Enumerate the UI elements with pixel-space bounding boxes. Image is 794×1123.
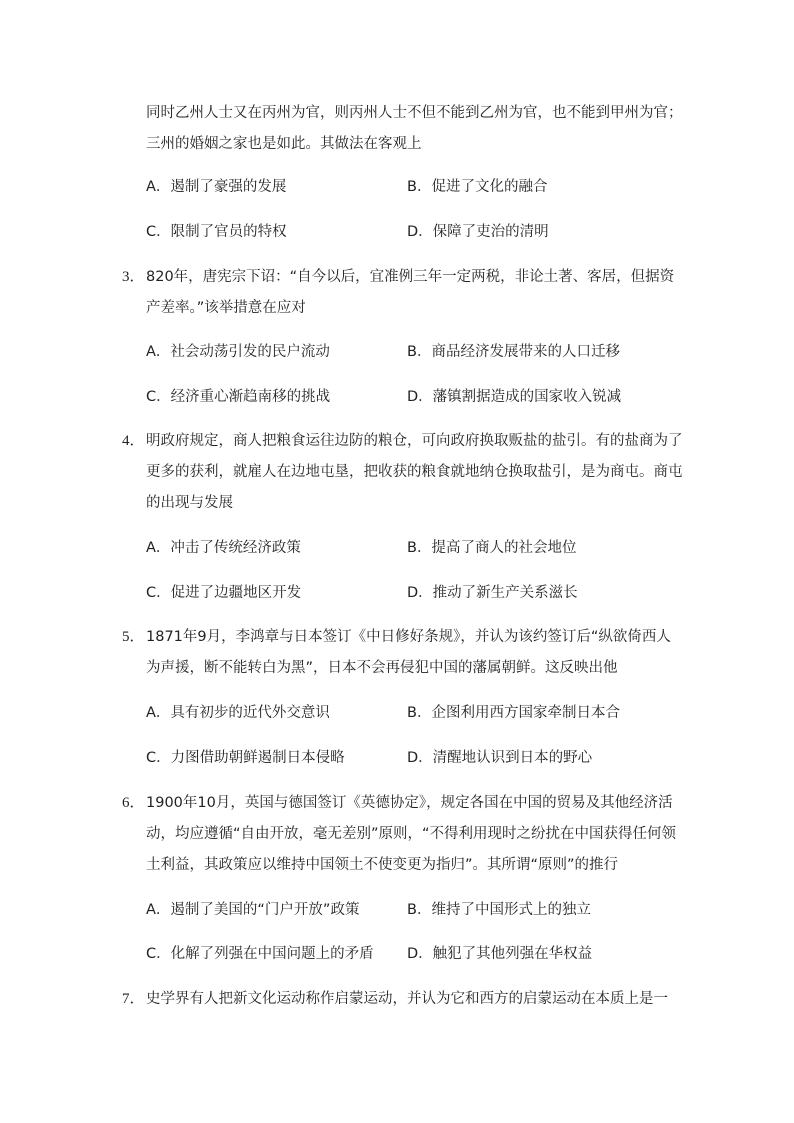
q3-option-a: A．社会动荡引发的民户流动 — [146, 344, 330, 360]
q6-option-a: A．遏制了美国的“门户开放”政策 — [146, 902, 360, 918]
q6-stem-line2: 动，均应遵循“自由开放，毫无差别”原则，“不得利用现时之纷扰在中国获得任何领 — [146, 826, 677, 842]
q2-option-d: D．保障了吏治的清明 — [407, 224, 549, 240]
q6-stem-line3: 土利益，其政策应以维持中国领土不使变更为指归”。其所谓“原则”的推行 — [146, 857, 619, 873]
q4-number: 4． — [122, 433, 145, 449]
q3-number: 3． — [122, 269, 145, 285]
q3-option-d: D．藩镇割据造成的国家收入锐减 — [407, 389, 622, 405]
q4-option-a: A．冲击了传统经济政策 — [146, 540, 301, 556]
q5-stem-line2: 为声援，断不能转白为黑”，日本不会再侵犯中国的藩属朝鲜。这反映出他 — [146, 660, 618, 676]
q4-stem-line2: 更多的获利，就雇人在边地屯垦，把收获的粮食就地纳仓换取盐引，是为商屯。商屯 — [146, 464, 683, 480]
q6-stem-line1: 1900年10月，英国与德国签订《英德协定》，规定各国在中国的贸易及其他经济活 — [146, 795, 673, 811]
q3-stem-line1: 820年，唐宪宗下诏：“自今以后，宜准例三年一定两税，非论土著、客居，但据资 — [146, 269, 675, 285]
q7-stem-line1: 史学界有人把新文化运动称作启蒙运动，并认为它和西方的启蒙运动在本质上是一 — [146, 991, 668, 1007]
q6-option-c: C．化解了列强在中国问题上的矛盾 — [146, 946, 374, 962]
q4-stem-line1: 明政府规定，商人把粮食运往边防的粮仓，可向政府换取贩盐的盐引。有的盐商为了 — [146, 433, 683, 449]
q3-option-c: C．经济重心渐趋南移的挑战 — [146, 389, 331, 405]
q2-stem-line2: 三州的婚姻之家也是如此。其做法在客观上 — [146, 136, 422, 152]
q6-number: 6． — [122, 795, 145, 811]
q7-number: 7． — [122, 991, 145, 1007]
q5-number: 5． — [122, 629, 145, 645]
q6-option-d: D．触犯了其他列强在华权益 — [407, 946, 593, 962]
q4-option-b: B．提高了商人的社会地位 — [407, 540, 577, 556]
q2-option-b: B．促进了文化的融合 — [407, 179, 548, 195]
q3-option-b: B．商品经济发展带来的人口迁移 — [407, 344, 620, 360]
q5-option-c: C．力图借助朝鲜遏制日本侵略 — [146, 750, 345, 766]
q5-stem-line1: 1871年9月，李鸿章与日本签订《中日修好条规》，并认为该约签订后“纵欲倚西人 — [146, 629, 671, 645]
q3-stem-line2: 产差率。”该举措意在应对 — [146, 300, 306, 316]
q2-option-a: A．遏制了豪强的发展 — [146, 179, 287, 195]
q2-option-c: C．限制了官员的特权 — [146, 224, 287, 240]
q5-option-b: B．企图利用西方国家牵制日本合 — [407, 705, 620, 721]
q2-stem-line1: 同时乙州人士又在丙州为官，则丙州人士不但不能到乙州为官，也不能到甲州为官； — [146, 105, 683, 121]
q6-option-b: B．维持了中国形式上的独立 — [407, 902, 591, 918]
q4-stem-line3: 的出现与发展 — [146, 495, 233, 511]
q4-option-d: D．推动了新生产关系滋长 — [407, 585, 578, 601]
q4-option-c: C．促进了边疆地区开发 — [146, 585, 302, 601]
q5-option-d: D．清醒地认识到日本的野心 — [407, 750, 593, 766]
q5-option-a: A．具有初步的近代外交意识 — [146, 705, 330, 721]
